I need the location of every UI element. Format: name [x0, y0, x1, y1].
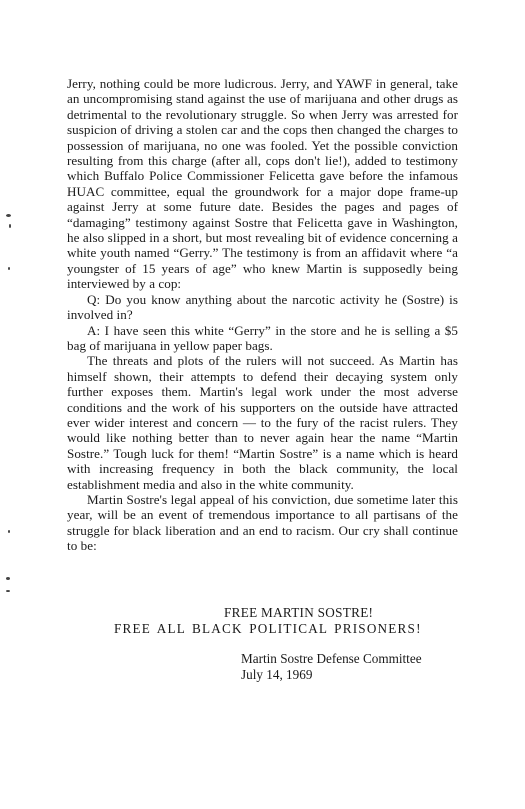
scan-speck	[6, 590, 10, 592]
interview-answer: A: I have seen this white “Gerry” in the store and he is selling a $5 bag of marijuana in yellow paper bags.	[67, 322, 458, 353]
scan-speck	[8, 267, 10, 270]
signature-date: July 14, 1969	[241, 667, 313, 682]
signature-block	[241, 651, 422, 683]
article-body	[67, 76, 458, 554]
scan-speck	[6, 214, 11, 217]
scan-speck	[6, 577, 10, 580]
article-paragraph: Martin Sostre's legal appeal of his conviction, due sometime later this year, will be an event of tremendous importance to all partisans of the struggle for black liberation and an end to racism. Our cry shall continue to be:	[67, 491, 458, 554]
slogan-free-political-prisoners: FREE ALL BLACK POLITICAL PRISONERS!	[114, 621, 422, 636]
scan-speck	[8, 530, 10, 533]
scan-speck	[9, 224, 11, 228]
interview-question: Q: Do you know anything about the narcotic activity he (Sostre) is involved in?	[67, 291, 458, 323]
slogan-free-martin-sostre: FREE MARTIN SOSTRE!	[224, 605, 374, 620]
article-paragraph: Jerry, nothing could be more ludicrous. Jerry, and YAWF in general, take an uncompromising stand against the use of marijuana and other drugs as detrimental to the revolutionary struggle. So when Jerry was arrested for suspicion of driving a stolen car and the cops then changed the charges to possession of marijuana, no one was fooled. Yet the possible conviction resulting from this charge (after all, cops don't lie!), added to testimony which Buffalo Police Commissioner Felicetta gave before the infamous HUAC committee, equal the groundwork for a major dope frame-up against Jerry at some future date. Besides the pages and pages of “damaging” testimony against Sostre that Felicetta gave in Washington, he also slipped in a short, but most revealing bit of evidence concerning a white youth named “Gerry.” The testimony is from an affidavit where “a youngster of 15 years of age” who knew Martin is supposedly being interviewed by a cop:	[67, 76, 458, 292]
signature-organization: Martin Sostre Defense Committee	[241, 651, 422, 666]
article-paragraph: The threats and plots of the rulers will not succeed. As Martin has himself shown, their attempts to defend their decaying system only further exposes them. Martin's legal work under the most adverse conditions and the work of his supporters on the outside have attracted ever wider interest and concern — to the fury of the racist rulers. They would like nothing better than to never again hear the name “Martin Sostre.” Tough luck for them! “Martin Sostre” is a name which is heard with increasing frequency in both the black community, the local establishment media and also in the white community.	[67, 353, 458, 492]
